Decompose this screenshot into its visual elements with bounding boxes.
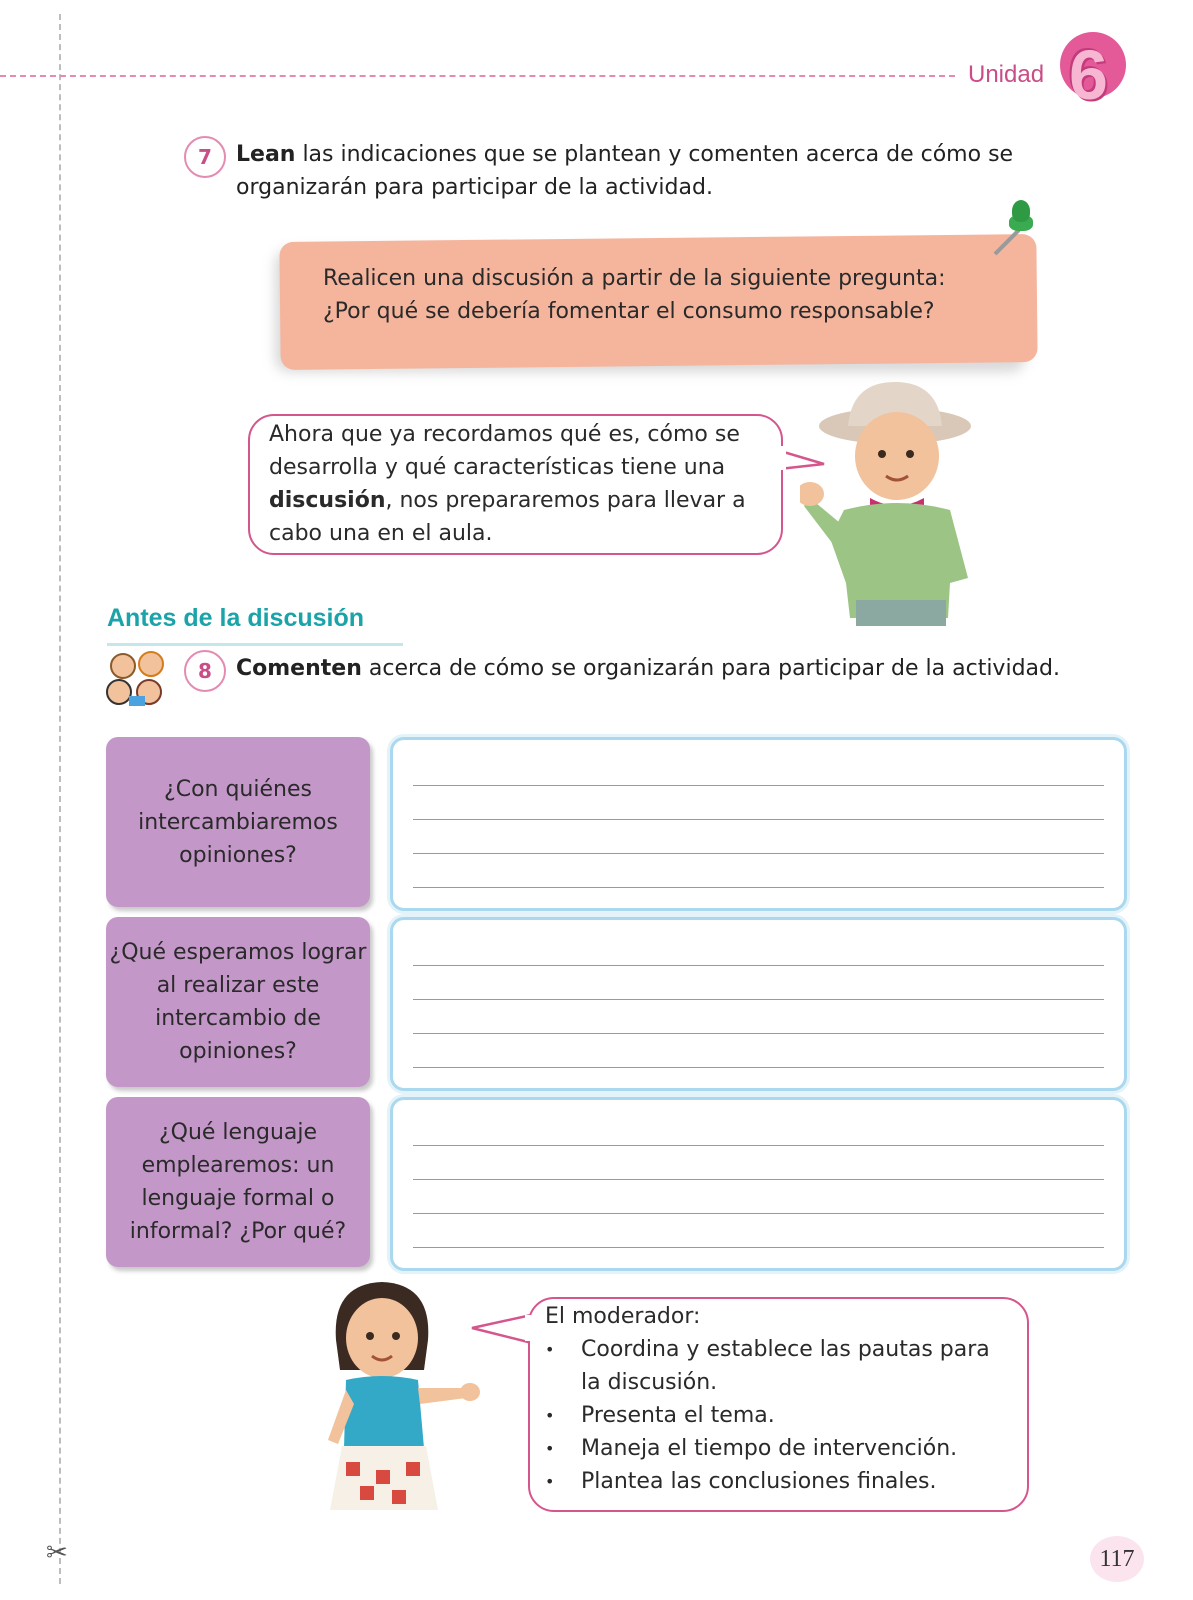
question-box-2: ¿Qué esperamos lograr al realizar este intercambio de opiniones? [106,917,370,1087]
bubble-2-tail-mask [525,1315,535,1341]
pushpin-head [1012,200,1030,222]
speech-bubble-boy-text [269,418,769,550]
question-box-3: ¿Qué lenguaje emplearemos: un lenguaje formal o informal? ¿Por qué? [106,1097,370,1267]
answer-line [413,819,1104,820]
answer-line [413,1213,1104,1214]
answer-line [413,887,1104,888]
girl-illustration [316,1280,496,1535]
activity-7-text: las indicaciones que se plantean y comenten acerca de cómo se organizarán para participar de la actividad. [236,142,1014,200]
card-line-1: Realicen una discusión a partir de la siguiente pregunta: [323,266,946,291]
unit-number: 6 [1069,36,1108,114]
answer-line [413,1067,1104,1068]
question-box-1: ¿Con quiénes intercambiaremos opiniones? [106,737,370,907]
bubble-1-tail-mask [776,446,786,470]
answer-box-3[interactable] [390,1097,1127,1271]
group-work-icon [103,650,171,710]
activity-8-instruction [236,652,1096,685]
answer-line [413,1033,1104,1034]
bubble-1-text-b: , nos prepararemos para llevar a cabo una en el aula. [269,488,746,546]
activity-number-8: 8 [184,650,226,692]
answer-line [413,1247,1104,1248]
moderator-item: • Presenta el tema. [581,1399,1015,1432]
activity-8-verb: Comenten [236,656,362,681]
bubble-1-bold: discusión [269,488,386,513]
answer-line [413,999,1104,1000]
section-title: Antes de la discusión [107,604,365,632]
moderator-item: • Coordina y establece las pautas para la discusión. [581,1333,1015,1399]
activity-8-text: acerca de cómo se organizarán para participar de la actividad. [361,656,1060,681]
moderator-title: El moderador: [545,1304,701,1329]
activity-7-instruction [236,138,1036,204]
section-underline [107,643,403,646]
activity-7-verb: Lean [236,142,296,167]
moderator-list [545,1333,1015,1498]
header-divider [0,75,955,77]
card-line-2: ¿Por qué se debería fomentar el consumo responsable? [323,299,935,324]
page-number: 117 [1090,1536,1144,1582]
answer-line [413,965,1104,966]
answer-line [413,853,1104,854]
answer-line [413,1145,1104,1146]
answer-box-2[interactable] [390,917,1127,1091]
activity-number-7: 7 [184,136,226,178]
discussion-card-text [323,262,946,328]
moderator-item: • Plantea las conclusiones finales. [581,1465,1015,1498]
answer-line [413,1179,1104,1180]
boy-illustration [800,378,1020,628]
bubble-1-text-a: Ahora que ya recordamos qué es, cómo se desarrolla y qué características tiene una [269,422,740,480]
answer-box-1[interactable] [390,737,1127,911]
moderator-item: • Maneja el tiempo de intervención. [581,1432,1015,1465]
moderator-text [545,1300,1015,1498]
unit-label: Unidad [968,61,1045,88]
scissors-icon: ✂ [46,1538,68,1568]
cut-line [59,14,61,1584]
answer-line [413,785,1104,786]
